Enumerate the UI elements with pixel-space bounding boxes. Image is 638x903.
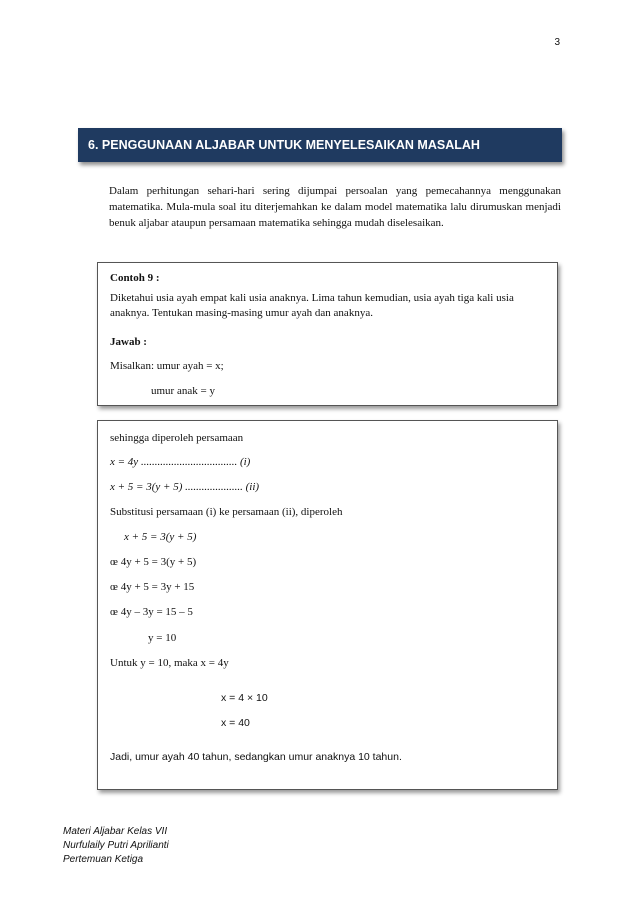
footer-line: Nurfulaily Putri Aprilianti <box>63 840 169 851</box>
solution-step: x = 40 <box>221 717 250 729</box>
example-problem: Diketahui usia ayah empat kali usia anaknya. Lima tahun kemudian, usia ayah tiga kali usia anaknya. Tentukan masing-masing umur ayah dan anaknya. <box>110 292 514 319</box>
solution-line: Substitusi persamaan (i) ke persamaan (ii), diperoleh <box>110 506 343 518</box>
let-father: Misalkan: umur ayah = x; <box>110 360 224 372</box>
solution-step: œ 4y + 5 = 3(y + 5) <box>110 556 197 568</box>
footer-line: Materi Aljabar Kelas VII <box>63 826 168 837</box>
solution-line: Untuk y = 10, maka x = 4y <box>110 657 229 669</box>
solution-step: y = 10 <box>148 632 177 644</box>
example-title: Contoh 9 : <box>110 272 160 284</box>
solution-line: sehingga diperoleh persamaan <box>110 432 244 444</box>
answer-label: Jawab : <box>110 336 147 348</box>
intro-paragraph: Dalam perhitungan sehari-hari sering dijumpai persoalan yang pemecahannya menggunakan matematika. Mula-mula soal itu diterjemahkan ke dalam model matematika lalu dirumuskan menjadi benuk aljabar ataupun persamaan matematika sehingga mudah diselesaikan. <box>109 185 561 229</box>
equation-1: x = 4y ................................... (i) <box>110 456 251 468</box>
solution-step: x = 4 × 10 <box>221 692 268 704</box>
example-box <box>97 262 558 406</box>
page-number: 3 <box>554 37 560 48</box>
solution-box <box>97 420 558 790</box>
let-child: umur anak = y <box>151 385 215 397</box>
solution-step: œ 4y – 3y = 15 – 5 <box>110 606 193 618</box>
equation-2: x + 5 = 3(y + 5) ..................... (ii) <box>110 481 260 493</box>
footer <box>63 825 169 867</box>
conclusion: Jadi, umur ayah 40 tahun, sedangkan umur anaknya 10 tahun. <box>110 751 402 763</box>
solution-step: x + 5 = 3(y + 5) <box>124 531 197 543</box>
solution-step: œ 4y + 5 = 3y + 15 <box>110 581 195 593</box>
footer-line: Pertemuan Ketiga <box>63 854 144 865</box>
section-heading: 6. PENGGUNAAN ALJABAR UNTUK MENYELESAIKAN MASALAH <box>78 128 562 162</box>
